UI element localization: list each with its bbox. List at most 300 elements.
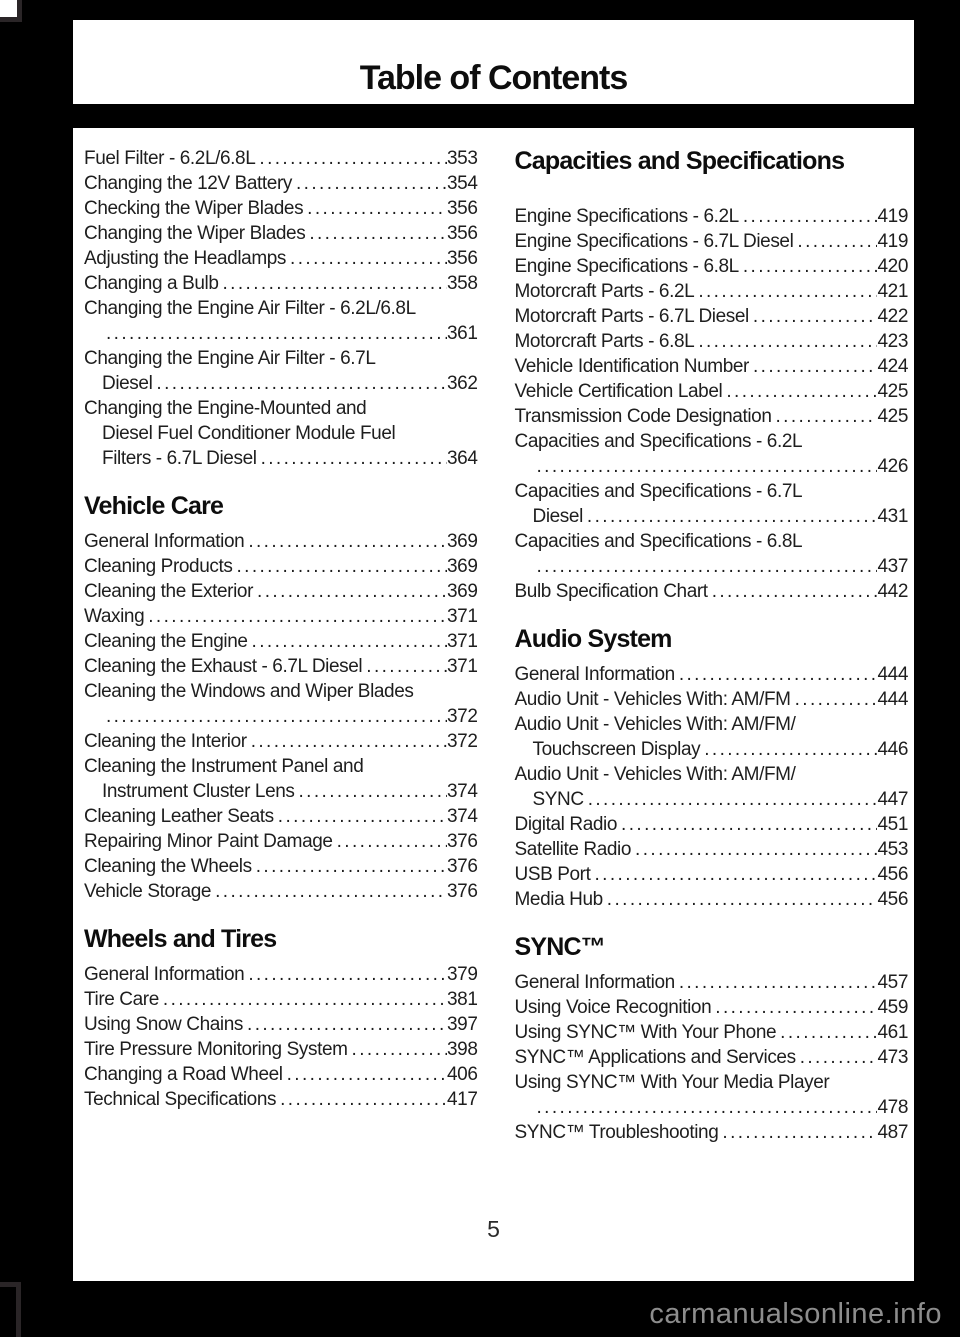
page-ref: 353 — [446, 148, 478, 169]
dot-leader — [296, 171, 447, 196]
entry-line — [515, 887, 909, 912]
dot-leader — [726, 379, 877, 404]
toc-entry — [515, 862, 909, 887]
entry-label: Tire Pressure Monitoring System — [84, 1039, 348, 1060]
entry-line — [84, 196, 478, 221]
dot-leader — [679, 970, 878, 995]
entry-label: SYNC — [532, 789, 584, 810]
toc-entry — [84, 221, 478, 246]
entry-line — [515, 404, 909, 429]
dot-leader — [795, 687, 878, 712]
dot-leader — [537, 454, 878, 479]
entry-line — [84, 271, 478, 296]
entry-label: Vehicle Storage — [84, 881, 212, 902]
dot-leader — [290, 246, 447, 271]
entry-line — [84, 1012, 478, 1037]
toc-entry — [84, 554, 478, 579]
entry-label: Fuel Filter - 6.2L/6.8L — [84, 148, 256, 169]
page-header — [73, 20, 914, 104]
entry-line: Changing the Engine Air Filter - 6.2L/6.8L — [84, 298, 416, 319]
toc-entry — [84, 1062, 478, 1087]
toc-entry — [84, 854, 478, 879]
entry-label: Media Hub — [514, 889, 603, 910]
dot-leader — [743, 254, 878, 279]
entry-line — [515, 204, 909, 229]
entry-line: Using SYNC™ With Your Media Player — [514, 1072, 830, 1093]
entry-label: Digital Radio — [514, 814, 618, 835]
entry-label: Changing a Road Wheel — [84, 1064, 283, 1085]
entry-label: Motorcraft Parts - 6.2L — [514, 281, 695, 302]
crop-mark-bottom-left-icon — [0, 1282, 21, 1337]
entry-line — [515, 1020, 909, 1045]
entry-line — [102, 321, 478, 346]
dot-leader — [537, 1095, 878, 1120]
toc-entry — [84, 1087, 478, 1112]
section-heading: Wheels and Tires — [84, 925, 277, 953]
entry-line — [102, 704, 478, 729]
toc-entry — [515, 1045, 909, 1070]
toc-content-sheet — [73, 128, 914, 1281]
dot-leader — [722, 1120, 877, 1145]
toc-section — [84, 146, 478, 471]
entry-line — [84, 554, 478, 579]
page-ref: 451 — [877, 814, 908, 835]
entry-line — [515, 229, 909, 254]
dot-leader — [256, 854, 447, 879]
page-ref: 426 — [877, 456, 908, 477]
section-heading: Capacities and Specifications — [514, 147, 845, 175]
section-heading: Audio System — [514, 625, 672, 653]
entry-line — [515, 662, 909, 687]
entry-label: Transmission Code Designation — [514, 406, 772, 427]
entry-line — [533, 737, 909, 762]
page-ref: 369 — [446, 556, 478, 577]
entry-line — [515, 579, 909, 604]
dot-leader — [247, 1012, 447, 1037]
page-ref: 361 — [446, 323, 478, 344]
toc-section — [84, 924, 478, 1112]
toc-section — [515, 146, 909, 604]
toc-entry — [515, 379, 909, 404]
toc-entry — [84, 987, 478, 1012]
page-ref: 442 — [877, 581, 908, 602]
entry-label: Repairing Minor Paint Damage — [84, 831, 333, 852]
toc-entry — [515, 429, 909, 479]
page-ref: 376 — [446, 856, 478, 877]
entry-line: Capacities and Specifications - 6.7L — [514, 481, 803, 502]
entry-line: Capacities and Specifications - 6.8L — [514, 531, 803, 552]
entry-line — [515, 304, 909, 329]
dot-leader — [106, 704, 447, 729]
dot-leader — [215, 879, 447, 904]
entry-label: Changing the 12V Battery — [84, 173, 292, 194]
entry-line — [515, 812, 909, 837]
dot-leader — [106, 321, 447, 346]
entry-label: Using Voice Recognition — [514, 997, 712, 1018]
toc-entry — [515, 479, 909, 529]
page-ref: 376 — [446, 831, 478, 852]
entry-line — [84, 962, 478, 987]
toc-entry — [515, 229, 909, 254]
toc-entry — [84, 196, 478, 221]
entry-label: Using SYNC™ With Your Phone — [514, 1022, 777, 1043]
page-ref: 372 — [446, 731, 478, 752]
entry-label: Motorcraft Parts - 6.8L — [514, 331, 695, 352]
page-ref: 478 — [877, 1097, 908, 1118]
dot-leader — [698, 279, 877, 304]
entry-line — [84, 629, 478, 654]
toc-entry — [84, 754, 478, 804]
entry-label: Checking the Wiper Blades — [84, 198, 304, 219]
entry-line: Changing the Engine-Mounted and — [84, 398, 367, 419]
entry-line — [84, 221, 478, 246]
entry-label: Cleaning Products — [84, 556, 233, 577]
page-ref: 425 — [877, 381, 908, 402]
toc-column-left — [84, 146, 478, 1281]
entry-label: Changing the Wiper Blades — [84, 223, 306, 244]
dot-leader — [156, 371, 447, 396]
toc-entry — [515, 812, 909, 837]
entry-line — [84, 1087, 478, 1112]
entry-label: Engine Specifications - 6.2L — [514, 206, 739, 227]
page-ref: 421 — [877, 281, 908, 302]
page-ref: 420 — [877, 256, 908, 277]
entry-label: Engine Specifications - 6.7L Diesel — [514, 231, 794, 252]
dot-leader — [780, 1020, 877, 1045]
toc-entry — [515, 712, 909, 762]
toc-entry — [515, 887, 909, 912]
toc-entry — [515, 687, 909, 712]
toc-section — [84, 491, 478, 904]
entry-label: Waxing — [84, 606, 145, 627]
page-ref: 379 — [446, 964, 478, 985]
dot-leader — [595, 862, 878, 887]
entry-line — [533, 1095, 909, 1120]
dot-leader — [280, 1087, 447, 1112]
section-heading: SYNC™ — [514, 933, 605, 961]
entry-label: Engine Specifications - 6.8L — [514, 256, 739, 277]
entry-line — [84, 579, 478, 604]
toc-entry — [515, 970, 909, 995]
page-ref: 446 — [877, 739, 908, 760]
entry-label: Technical Specifications — [84, 1089, 277, 1110]
entry-label: Touchscreen Display — [532, 739, 701, 760]
entry-label: General Information — [84, 531, 245, 552]
dot-leader — [278, 804, 447, 829]
entry-line — [515, 329, 909, 354]
dot-leader — [309, 221, 447, 246]
entry-label: Satellite Radio — [514, 839, 632, 860]
entry-label: Adjusting the Headlamps — [84, 248, 287, 269]
toc-entry — [515, 204, 909, 229]
page-ref: 456 — [877, 864, 908, 885]
dot-leader — [148, 604, 447, 629]
page-ref: 369 — [446, 531, 478, 552]
dot-leader — [337, 829, 447, 854]
page-ref: 419 — [877, 231, 908, 252]
dot-leader — [753, 354, 878, 379]
entry-label: Changing a Bulb — [84, 273, 219, 294]
toc-entry — [84, 579, 478, 604]
toc-entry — [515, 1020, 909, 1045]
crop-mark-top-left-icon — [0, 0, 22, 22]
toc-entry — [84, 679, 478, 729]
page-ref: 362 — [446, 373, 478, 394]
toc-entry — [84, 829, 478, 854]
dot-leader — [607, 887, 878, 912]
dot-leader — [800, 1045, 878, 1070]
page-ref: 447 — [877, 789, 908, 810]
entry-label: Vehicle Identification Number — [514, 356, 749, 377]
page-ref: 364 — [446, 448, 478, 469]
page-ref: 457 — [877, 972, 908, 993]
toc-entry — [515, 1070, 909, 1120]
page-ref: 354 — [446, 173, 478, 194]
dot-leader — [236, 554, 447, 579]
dot-leader — [248, 962, 447, 987]
entry-label: Bulb Specification Chart — [514, 581, 708, 602]
entry-line — [84, 1037, 478, 1062]
dot-leader — [712, 579, 878, 604]
entry-line — [515, 862, 909, 887]
toc-entry — [515, 579, 909, 604]
page-ref: 397 — [446, 1014, 478, 1035]
toc-entry — [515, 662, 909, 687]
entry-line: Capacities and Specifications - 6.2L — [514, 431, 803, 452]
entry-line — [102, 371, 478, 396]
dot-leader — [588, 787, 878, 812]
toc-entry — [515, 279, 909, 304]
page-ref: 444 — [877, 664, 908, 685]
page-ref: 376 — [446, 881, 478, 902]
entry-line — [84, 987, 478, 1012]
dot-leader — [537, 554, 878, 579]
entry-line — [84, 604, 478, 629]
dot-leader — [287, 1062, 447, 1087]
page-ref: 369 — [446, 581, 478, 602]
dot-leader — [753, 304, 878, 329]
entry-label: General Information — [84, 964, 245, 985]
page-ref: 422 — [877, 306, 908, 327]
entry-line — [84, 729, 478, 754]
page-ref: 453 — [877, 839, 908, 860]
page-ref: 487 — [877, 1122, 908, 1143]
entry-line — [84, 654, 478, 679]
dot-leader — [587, 504, 878, 529]
page-ref: 425 — [877, 406, 908, 427]
entry-label: Motorcraft Parts - 6.7L Diesel — [514, 306, 749, 327]
toc-entry — [84, 146, 478, 171]
entry-line: Audio Unit - Vehicles With: AM/FM/ — [514, 764, 796, 785]
entry-label: SYNC™ Applications and Services — [514, 1047, 796, 1068]
entry-line — [533, 787, 909, 812]
entry-label: USB Port — [514, 864, 591, 885]
toc-entry — [84, 296, 478, 346]
dot-leader — [261, 446, 447, 471]
toc-entry — [515, 254, 909, 279]
page-ref: 473 — [877, 1047, 908, 1068]
dot-leader — [299, 779, 447, 804]
dot-leader — [307, 196, 447, 221]
entry-line — [84, 804, 478, 829]
toc-entry — [515, 837, 909, 862]
entry-line — [84, 879, 478, 904]
page-ref: 356 — [446, 223, 478, 244]
entry-line — [515, 837, 909, 862]
toc-entry — [84, 1037, 478, 1062]
page-number: 5 — [487, 1216, 500, 1242]
entry-label: Cleaning the Exterior — [84, 581, 254, 602]
toc-entry — [515, 354, 909, 379]
entry-label: Filters - 6.7L Diesel — [102, 448, 257, 469]
toc-entry — [84, 396, 478, 471]
entry-line — [533, 454, 909, 479]
toc-entry — [84, 804, 478, 829]
entry-label: Cleaning Leather Seats — [84, 806, 274, 827]
entry-label: Using Snow Chains — [84, 1014, 244, 1035]
entry-line — [515, 1120, 909, 1145]
dot-leader — [621, 812, 877, 837]
entry-label: Instrument Cluster Lens — [102, 781, 295, 802]
dot-leader — [366, 654, 447, 679]
entry-label: Cleaning the Wheels — [84, 856, 252, 877]
toc-entry — [84, 246, 478, 271]
dot-leader — [223, 271, 447, 296]
entry-line — [102, 446, 478, 471]
entry-line — [102, 779, 478, 804]
entry-line — [84, 1062, 478, 1087]
page-ref: 461 — [877, 1022, 908, 1043]
dot-leader — [163, 987, 447, 1012]
entry-line — [84, 529, 478, 554]
entry-line — [84, 246, 478, 271]
toc-entry — [515, 1120, 909, 1145]
toc-entry — [84, 271, 478, 296]
page-ref: 437 — [877, 556, 908, 577]
toc-entry — [515, 995, 909, 1020]
dot-leader — [679, 662, 878, 687]
entry-line — [533, 504, 909, 529]
page-ref: 398 — [446, 1039, 478, 1060]
entry-line — [533, 554, 909, 579]
dot-leader — [776, 404, 878, 429]
toc-section — [515, 624, 909, 912]
entry-line — [515, 379, 909, 404]
dot-leader — [251, 729, 447, 754]
entry-label: Tire Care — [84, 989, 159, 1010]
toc-entry — [84, 171, 478, 196]
toc-section — [515, 932, 909, 1145]
entry-line — [515, 254, 909, 279]
page-ref: 419 — [877, 206, 908, 227]
entry-line — [84, 854, 478, 879]
entry-line — [515, 970, 909, 995]
entry-label: Diesel — [532, 506, 583, 527]
entry-label: SYNC™ Troubleshooting — [514, 1122, 719, 1143]
dot-leader — [715, 995, 877, 1020]
entry-line — [84, 146, 478, 171]
page-ref: 372 — [446, 706, 478, 727]
dot-leader — [259, 146, 447, 171]
watermark-text: carmanualsonline.info — [649, 1298, 942, 1330]
toc-entry — [515, 304, 909, 329]
entry-label: Audio Unit - Vehicles With: AM/FM — [514, 689, 791, 710]
toc-entry — [515, 329, 909, 354]
entry-line: Changing the Engine Air Filter - 6.7L — [84, 348, 376, 369]
toc-entry — [84, 962, 478, 987]
page-ref: 356 — [446, 248, 478, 269]
toc-entry — [84, 346, 478, 396]
page-ref: 444 — [877, 689, 908, 710]
entry-line: Audio Unit - Vehicles With: AM/FM/ — [514, 714, 796, 735]
page-ref: 374 — [446, 806, 478, 827]
page-ref: 406 — [446, 1064, 478, 1085]
page-ref: 459 — [877, 997, 908, 1018]
toc-entry — [84, 529, 478, 554]
dot-leader — [797, 229, 877, 254]
page-ref: 371 — [446, 631, 478, 652]
page-ref: 456 — [877, 889, 908, 910]
dot-leader — [698, 329, 877, 354]
toc-entry — [515, 529, 909, 579]
toc-entry — [515, 762, 909, 812]
dot-leader — [248, 529, 447, 554]
toc-entry — [515, 404, 909, 429]
entry-label: Cleaning the Interior — [84, 731, 247, 752]
footer-bar — [0, 1281, 960, 1337]
page-ref: 423 — [877, 331, 908, 352]
page-ref: 371 — [446, 606, 478, 627]
entry-line — [515, 687, 909, 712]
entry-label: General Information — [514, 972, 675, 993]
toc-entry — [84, 604, 478, 629]
toc-entry — [84, 879, 478, 904]
page-ref: 374 — [446, 781, 478, 802]
entry-label: Diesel — [102, 373, 153, 394]
dot-leader — [352, 1037, 447, 1062]
page-ref: 417 — [446, 1089, 478, 1110]
dot-leader — [252, 629, 447, 654]
entry-line — [84, 171, 478, 196]
page-ref: 371 — [446, 656, 478, 677]
dot-leader — [704, 737, 877, 762]
entry-label: General Information — [514, 664, 675, 685]
entry-line: Cleaning the Windows and Wiper Blades — [84, 681, 414, 702]
entry-line — [515, 1045, 909, 1070]
entry-line — [515, 995, 909, 1020]
entry-line: Diesel Fuel Conditioner Module Fuel — [102, 423, 396, 444]
toc-entry — [84, 629, 478, 654]
entry-line — [515, 279, 909, 304]
entry-line: Cleaning the Instrument Panel and — [84, 756, 364, 777]
page-ref: 358 — [446, 273, 478, 294]
dot-leader — [743, 204, 878, 229]
toc-column-right — [515, 146, 909, 1281]
entry-label: Cleaning the Exhaust - 6.7L Diesel — [84, 656, 363, 677]
dot-leader — [257, 579, 447, 604]
entry-label: Vehicle Certification Label — [514, 381, 723, 402]
page-ref: 356 — [446, 198, 478, 219]
dot-leader — [635, 837, 877, 862]
page-ref: 424 — [877, 356, 908, 377]
entry-label: Cleaning the Engine — [84, 631, 248, 652]
page-title: Table of Contents — [359, 59, 628, 97]
entry-line — [84, 829, 478, 854]
entry-line — [515, 354, 909, 379]
page-ref: 431 — [877, 506, 908, 527]
toc-entry — [84, 654, 478, 679]
toc-entry — [84, 729, 478, 754]
